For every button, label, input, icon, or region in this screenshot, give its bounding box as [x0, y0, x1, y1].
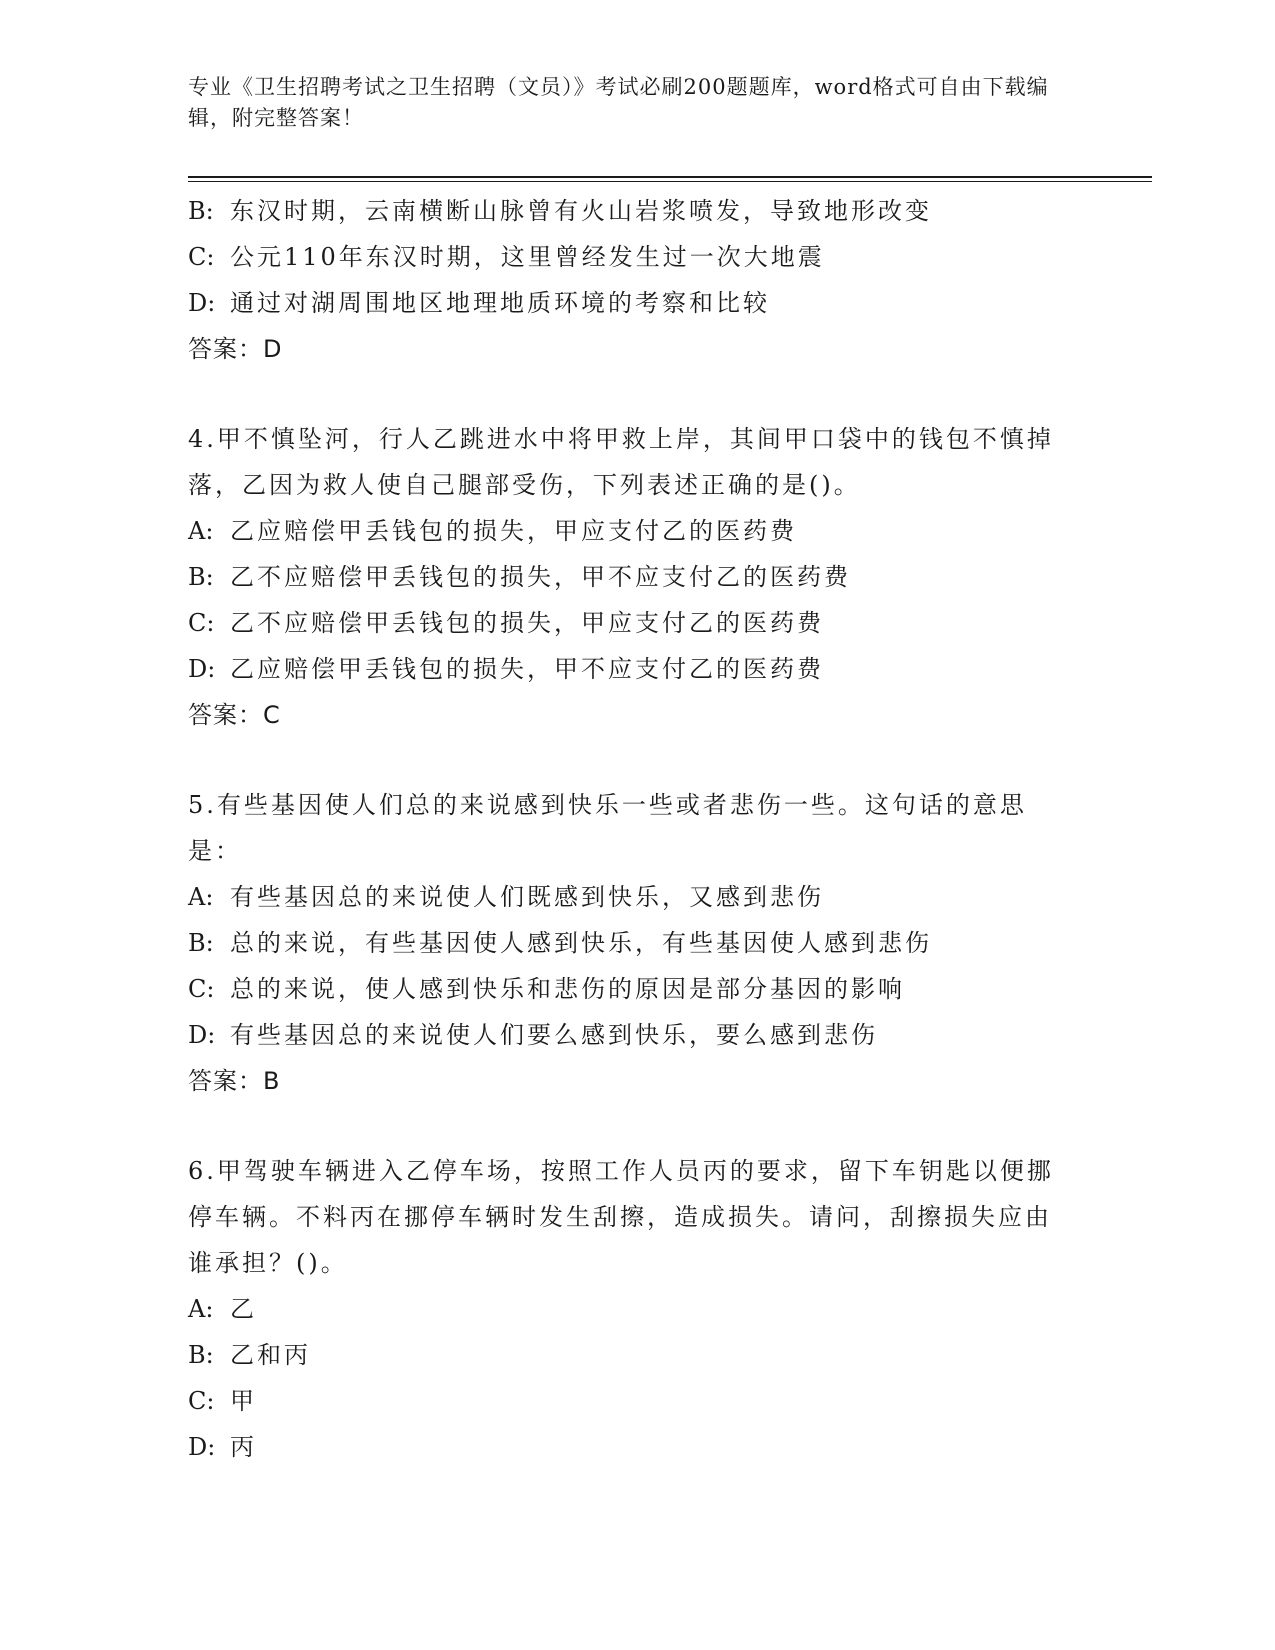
spacer — [188, 372, 1068, 416]
option-text: 总的来说，有些基因使人感到快乐，有些基因使人感到悲伤 — [230, 929, 932, 957]
question-block-6 — [188, 1148, 1068, 1470]
header-rule-thick — [188, 176, 1152, 178]
option-d — [188, 280, 1068, 326]
option-text: 甲 — [230, 1387, 257, 1415]
answer-line: 答案：B — [188, 1067, 281, 1095]
option-text: 通过对湖周围地区地理地质环境的考察和比较 — [230, 289, 770, 317]
option-key: C: — [188, 609, 215, 637]
option-text: 有些基因总的来说使人们既感到快乐，又感到悲伤 — [230, 883, 824, 911]
option-c — [188, 600, 1068, 646]
option-text: 总的来说，使人感到快乐和悲伤的原因是部分基因的影响 — [230, 975, 905, 1003]
option-key: B: — [188, 197, 214, 225]
spacer — [188, 1104, 1068, 1148]
answer-line: 答案：D — [188, 335, 283, 363]
option-key: A: — [188, 883, 214, 911]
option-text: 乙和丙 — [230, 1341, 311, 1369]
question-stem: 4.甲不慎坠河，行人乙跳进水中将甲救上岸，其间甲口袋中的钱包不慎掉落，乙因为救人使自己腿部受伤，下列表述正确的是()。 — [188, 425, 1054, 499]
option-key: B: — [188, 929, 214, 957]
question-block-3 — [188, 188, 1068, 372]
option-text: 乙不应赔偿甲丢钱包的损失，甲应支付乙的医药费 — [230, 609, 824, 637]
question-block-4 — [188, 416, 1068, 738]
question-stem: 5.有些基因使人们总的来说感到快乐一些或者悲伤一些。这句话的意思是： — [188, 791, 1027, 865]
option-c — [188, 234, 1068, 280]
option-a — [188, 1286, 1068, 1332]
document-header: 专业《卫生招聘考试之卫生招聘（文员）》考试必刷200题题库，word格式可自由下载编辑，附完整答案！ — [188, 75, 1049, 130]
option-key: C: — [188, 243, 215, 271]
option-text: 有些基因总的来说使人们要么感到快乐，要么感到悲伤 — [230, 1021, 878, 1049]
option-key: B: — [188, 563, 214, 591]
option-text: 乙不应赔偿甲丢钱包的损失，甲不应支付乙的医药费 — [230, 563, 851, 591]
option-text: 丙 — [230, 1433, 257, 1461]
spacer — [188, 738, 1068, 782]
question-list — [188, 188, 1068, 1470]
option-d — [188, 646, 1068, 692]
option-key: D: — [188, 289, 216, 317]
option-a — [188, 508, 1068, 554]
option-key: C: — [188, 975, 215, 1003]
option-text: 乙应赔偿甲丢钱包的损失，甲应支付乙的医药费 — [230, 517, 797, 545]
option-key: A: — [188, 517, 214, 545]
option-c — [188, 1378, 1068, 1424]
option-c — [188, 966, 1068, 1012]
option-key: D: — [188, 655, 216, 683]
option-text: 东汉时期，云南横断山脉曾有火山岩浆喷发，导致地形改变 — [230, 197, 932, 225]
option-text: 公元110年东汉时期，这里曾经发生过一次大地震 — [230, 243, 825, 271]
question-stem: 6.甲驾驶车辆进入乙停车场，按照工作人员丙的要求，留下车钥匙以便挪停车辆。不料丙在挪停车辆时发生刮擦，造成损失。请问，刮擦损失应由谁承担？()。 — [188, 1157, 1054, 1277]
option-key: B: — [188, 1341, 214, 1369]
question-block-5 — [188, 782, 1068, 1104]
option-key: D: — [188, 1433, 216, 1461]
option-b — [188, 920, 1068, 966]
option-key: D: — [188, 1021, 216, 1049]
answer-line: 答案：C — [188, 701, 281, 729]
option-a — [188, 874, 1068, 920]
option-b — [188, 188, 1068, 234]
header-rule-thin — [188, 181, 1152, 182]
option-text: 乙 — [230, 1295, 257, 1323]
option-text: 乙应赔偿甲丢钱包的损失，甲不应支付乙的医药费 — [230, 655, 824, 683]
option-d — [188, 1012, 1068, 1058]
option-d — [188, 1424, 1068, 1470]
option-key: A: — [188, 1295, 214, 1323]
option-b — [188, 554, 1068, 600]
option-b — [188, 1332, 1068, 1378]
option-key: C: — [188, 1387, 215, 1415]
